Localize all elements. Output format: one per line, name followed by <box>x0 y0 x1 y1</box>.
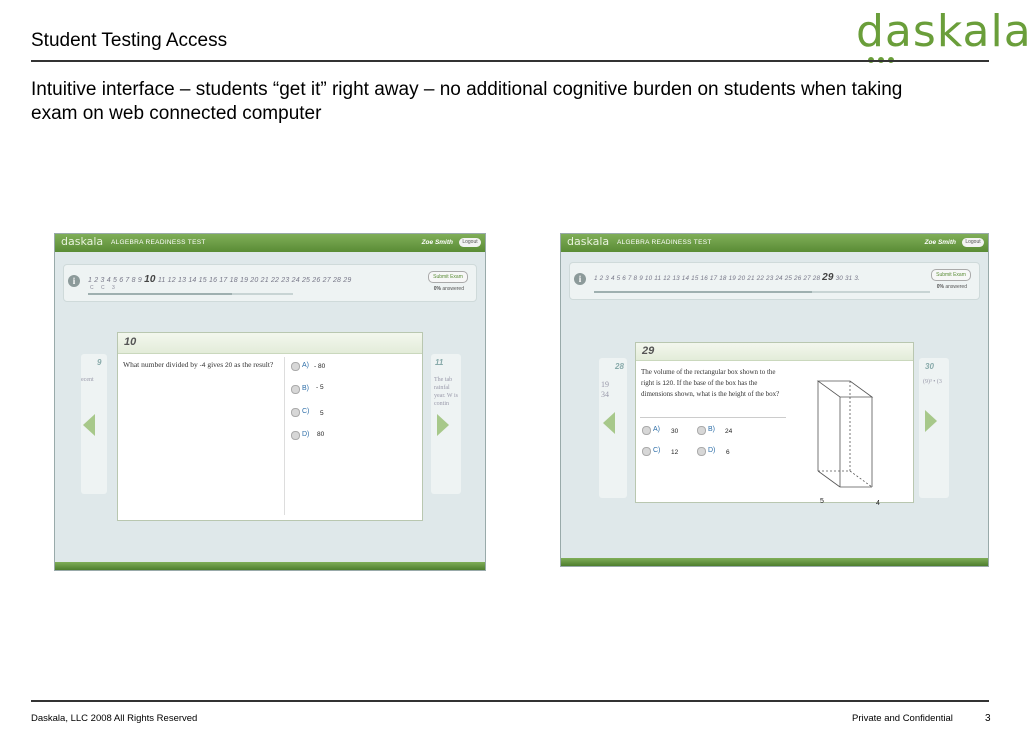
option-label: B) <box>302 385 309 392</box>
option-label: A) <box>653 426 660 433</box>
logout-button[interactable]: Logout <box>962 238 984 247</box>
radio-button[interactable] <box>642 426 651 435</box>
exam-screenshot-question-29 <box>560 233 989 567</box>
question-text: What number divided by -4 gives 20 as the result? <box>123 360 274 369</box>
question-navigator <box>569 262 980 300</box>
current-question-number: 10 <box>144 274 156 285</box>
page-number: 3 <box>985 713 991 724</box>
radio-button[interactable] <box>291 362 300 371</box>
option-label: B) <box>708 426 715 433</box>
answered-status: 0% answered <box>936 284 967 290</box>
app-title: ALGEBRA READINESS TEST <box>617 239 712 246</box>
question-number: 29 <box>642 345 655 357</box>
option-label: D) <box>302 431 310 438</box>
question-separator <box>640 417 786 418</box>
user-name: Zoe Smith <box>421 239 453 246</box>
progress-fill <box>594 291 812 293</box>
option-label: A) <box>302 362 309 369</box>
question-number: 10 <box>124 336 137 348</box>
question-card-header <box>118 333 422 354</box>
app-header <box>561 234 988 252</box>
exam-screenshot-question-10 <box>54 233 486 571</box>
logo-wordmark: daskala <box>856 6 1032 57</box>
app-brand: daskala <box>61 235 104 248</box>
info-icon[interactable]: i <box>68 275 80 287</box>
submit-exam-button[interactable]: Submit Exam <box>428 271 468 283</box>
user-name: Zoe Smith <box>924 239 956 246</box>
app-title: ALGEBRA READINESS TEST <box>111 239 206 246</box>
previous-question-number: 28 <box>615 362 624 371</box>
question-text: The volume of the rectangular box shown to the right is 120. If the base of the box has the dimensions shown, what is the height of the box? <box>641 368 780 398</box>
previous-question-text: 19 34 <box>601 380 609 399</box>
option-value: 80 <box>317 431 325 438</box>
box-dimension-label: 4 <box>876 500 880 507</box>
option-value: 5 <box>320 410 324 417</box>
app-header <box>55 234 485 252</box>
box-dimension-label: 5 <box>820 498 824 505</box>
question-card <box>635 342 914 507</box>
progress-fill <box>88 293 232 295</box>
daskala-logo <box>856 6 1032 62</box>
logout-button[interactable]: Logout <box>459 238 481 247</box>
info-icon[interactable]: i <box>574 273 586 285</box>
next-question-number: 11 <box>435 358 444 367</box>
radio-button[interactable] <box>291 385 300 394</box>
option-value: - 5 <box>316 384 324 391</box>
answered-status: 0% answered <box>433 286 464 292</box>
previous-question-text: ecent <box>81 377 94 383</box>
footer-confidential: Private and Confidential <box>852 713 953 724</box>
question-navigator <box>63 264 477 302</box>
radio-button[interactable] <box>291 431 300 440</box>
next-question-number: 30 <box>925 362 934 371</box>
bottom-rule <box>31 700 989 702</box>
submit-exam-button[interactable]: Submit Exam <box>931 269 971 281</box>
logo-dots <box>868 50 898 68</box>
option-value: 12 <box>671 449 679 456</box>
progress-track <box>88 293 293 295</box>
card-divider <box>284 357 285 515</box>
current-question-number: 29 <box>822 272 834 283</box>
progress-track <box>594 291 930 293</box>
previous-arrow-icon[interactable] <box>603 412 615 434</box>
question-number-list[interactable]: 1 2 3 4 5 6 7 8 9 10 11 12 13 14 15 16 17 18 19 20 21 22 23 24 25 26 27 28 29 <box>88 274 352 285</box>
option-label: C) <box>302 408 310 415</box>
radio-button[interactable] <box>291 408 300 417</box>
next-arrow-icon[interactable] <box>925 410 937 432</box>
option-value: - 80 <box>314 363 326 370</box>
next-question-panel[interactable] <box>919 358 949 498</box>
previous-arrow-icon[interactable] <box>83 414 95 436</box>
next-question-text: (9)³ • (3 <box>923 379 942 385</box>
app-footer-bar <box>55 562 485 570</box>
box-top-face <box>818 381 872 397</box>
previous-question-number: 9 <box>97 358 102 367</box>
next-question-panel[interactable] <box>431 354 461 494</box>
next-arrow-icon[interactable] <box>437 414 449 436</box>
option-value: 6 <box>726 449 730 456</box>
option-value: 30 <box>671 428 679 435</box>
rectangular-box-figure <box>796 367 906 507</box>
footer-copyright: Daskala, LLC 2008 All Rights Reserved <box>31 713 198 724</box>
previous-question-panel[interactable] <box>81 354 107 494</box>
question-card <box>117 332 423 521</box>
option-label: D) <box>708 447 716 454</box>
app-footer-bar <box>561 558 988 566</box>
option-value: 24 <box>725 428 733 435</box>
previous-question-panel[interactable] <box>599 358 627 498</box>
slide-title: Student Testing Access <box>31 30 228 51</box>
next-question-text: The tab rainfal year. W is contin <box>434 377 458 407</box>
slide-subtitle: Intuitive interface – students “get it” right away – no additional cognitive burden on students when taking exam on web connected computer <box>31 79 903 124</box>
question-card-header <box>636 343 913 361</box>
option-label: C) <box>653 447 661 454</box>
radio-button[interactable] <box>697 426 706 435</box>
radio-button[interactable] <box>697 447 706 456</box>
question-status-row: C C 3 <box>90 285 118 291</box>
question-number-list[interactable]: 1 2 3 4 5 6 7 8 9 10 11 12 13 14 15 16 17 18 19 20 21 22 23 24 25 26 27 28 29 30 31 3. <box>594 272 860 283</box>
app-brand: daskala <box>567 235 610 248</box>
top-rule <box>31 60 989 62</box>
radio-button[interactable] <box>642 447 651 456</box>
